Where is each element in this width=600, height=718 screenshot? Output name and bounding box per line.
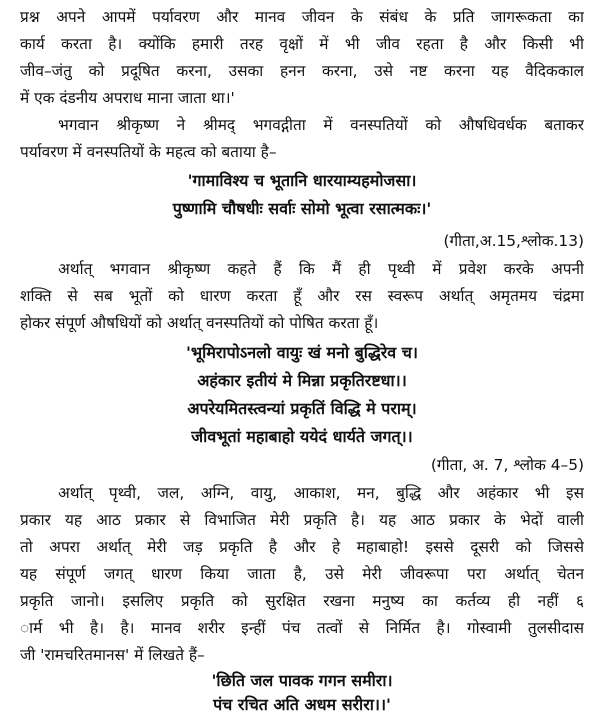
para3-line-3: होकर संपूर्ण औषधियों को अर्थात् वनस्पतियों को पोषित करता हूँ।: [20, 314, 379, 332]
verse2-line-3: अपरेयमितस्त्वन्यां प्रकृतिं विद्धि मे पराम्।: [187, 399, 417, 418]
verse2-line-1: 'भूमिरापोऽनलो वायुः खं मनो बुद्धिरेव च।: [186, 343, 418, 362]
citation-gita-7-4-5: (गीता, अ. 7, श्लोक 4–5): [430, 456, 584, 474]
para2-line-1: भगवान श्रीकृष्ण ने श्रीमद् भगवद्गीता में वनस्पतियों को औषधिवर्धक बताकर: [58, 116, 584, 134]
para4-line-1: अर्थात् पृथ्वी, जल, अग्नि, वायु, आकाश, मन, बुद्धि और अहंकार भी इस: [58, 484, 584, 502]
citation-gita-15-13: (गीता,अ.15,श्लोक.13): [443, 232, 584, 250]
para2-line-2: पर्यावरण में वनस्पतियों के महत्व को बताया है–: [20, 143, 277, 161]
para3-line-1: अर्थात् भगवान श्रीकृष्ण कहते हैं कि मैं ही पृथ्वी में प्रवेश करके अपनी: [58, 260, 584, 278]
verse3-line-1: 'छिति जल पावक गगन समीरा।: [211, 671, 393, 690]
para1-line-2: कार्य करता है। क्योंकि हमारी तरह वृक्षों में भी जीव रहता है और किसी भी: [20, 35, 584, 53]
verse2-line-4: जीवभूतां महाबाहो ययेदं धार्यते जगत्।।: [191, 427, 413, 446]
para4-line-4: यह संपूर्ण जगत् धारण किया जाता है, उसे मेरी जीवरूपा परा अर्थात् चेतन: [20, 565, 584, 583]
para4-line-6: ार्म भी है। है। मानव शरीर इन्हीं पंच तत्वों से निर्मित है। गोस्वामी तुलसीदास: [20, 619, 584, 637]
para4-line-3: तो अपरा अर्थात् मेरी जड़ प्रकृति है और हे महाबाहो! इससे दूसरी को जिससे: [20, 538, 584, 556]
para1-line-3: जीव–जंतु को प्रदूषित करना, उसका हनन करना, उसे नष्ट करना यह वैदिककाल: [20, 62, 584, 80]
verse2-line-2: अहंकार इतीयं मे मिन्ना प्रकृतिरष्टधा।।: [197, 371, 407, 390]
para1-line-4: में एक दंडनीय अपराध माना जाता था।': [20, 89, 235, 107]
para4-line-2: प्रकार यह आठ प्रकार से विभाजित मेरी प्रकृति है। यह आठ प्रकार के भेदों वाली: [20, 511, 584, 529]
verse1-line-2: पुष्णामि चौषधीः सर्वाः सोमो भूत्वा रसात्मकः।': [172, 199, 432, 218]
para3-line-2: शक्ति से सब भूतों को धारण करता हूँ और रस स्वरूप अर्थात् अमृतमय चंद्रमा: [20, 287, 584, 305]
para1-line-1: प्रश्न अपने आपमें पर्यावरण और मानव जीवन के संबंध के प्रति जागरूकता का: [20, 8, 584, 26]
para4-line-5: प्रकृति जानो। इसलिए प्रकृति को सुरक्षित रखना मनुष्य का कर्तव्य ही नहीं ६: [20, 592, 584, 610]
para4-line-7: जी 'रामचरितमानस' में लिखते हैं–: [20, 646, 205, 664]
verse3-line-2: पंच रचित अति अधम सरीरा।।': [213, 695, 391, 714]
verse1-line-1: 'गामाविश्य च भूतानि धारयाम्यहमोजसा।: [187, 171, 417, 190]
